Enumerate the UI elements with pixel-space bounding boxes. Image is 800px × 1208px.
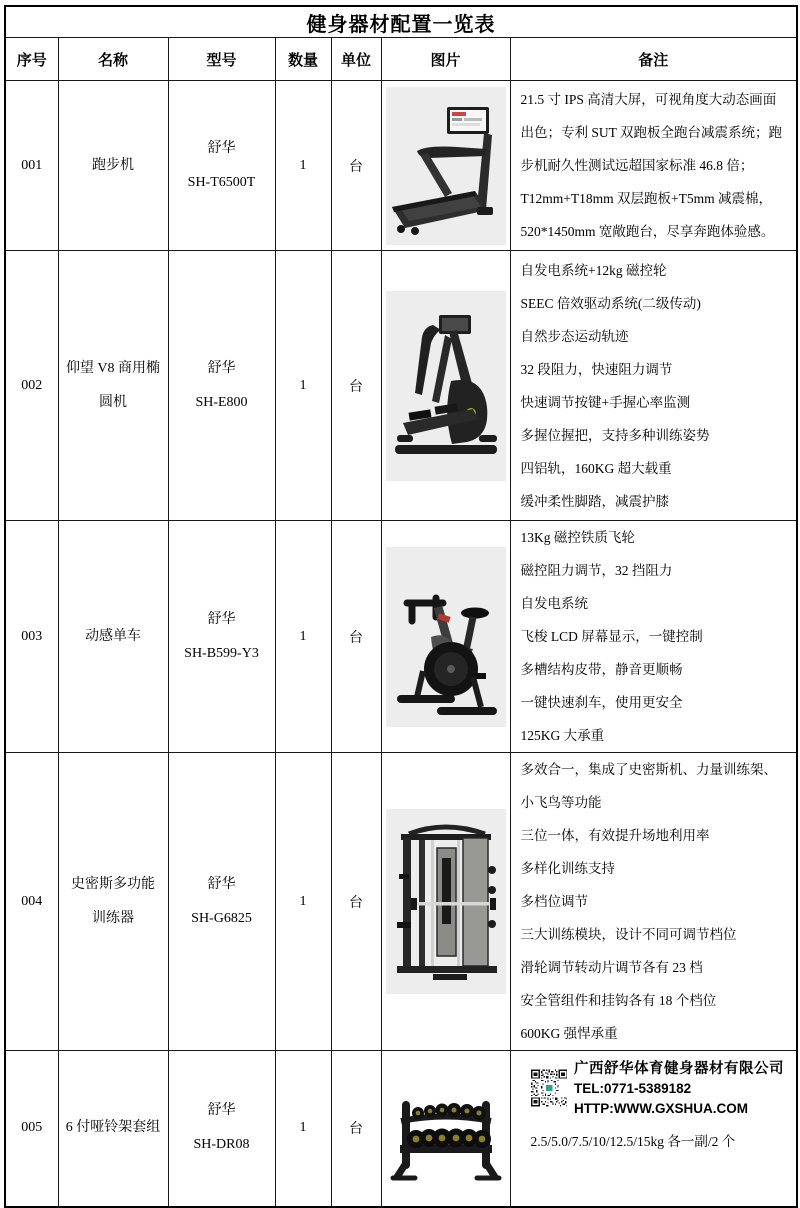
remark-line: 2.5/5.0/7.5/10/12.5/15kg 各一副/2 个: [530, 1134, 736, 1149]
equipment-name: 6 付哑铃架套组: [65, 1120, 161, 1136]
remark-line: SEEC 倍效驱动系统(二级传动): [520, 295, 701, 311]
equipment-name: 训练器: [92, 910, 134, 926]
equipment-table: [4, 5, 798, 1208]
table-row: [5, 1051, 797, 1207]
remarks-cell: [510, 753, 797, 1051]
model-number: SH-G6825: [191, 910, 252, 926]
remark-line: 多槽结构皮带，静音更顺畅: [520, 662, 683, 677]
row-number: 005: [5, 1051, 58, 1207]
treadmill-photo: [386, 87, 506, 245]
unit: 台: [331, 251, 381, 521]
smith-machine-photo: [386, 809, 506, 994]
header-row: [5, 38, 797, 81]
remark-line: 飞梭 LCD 屏幕显示，一键控制: [520, 629, 703, 644]
model-number: SH-DR08: [193, 1137, 250, 1153]
brand: 舒华: [207, 611, 236, 627]
model-number: SH-B599-Y3: [184, 645, 259, 661]
company-name: 广西舒华体育健身器材有限公司: [574, 1061, 785, 1077]
row-number: 001: [5, 81, 58, 251]
remark-line: 自然步态运动轨迹: [520, 328, 629, 344]
brand: 舒华: [207, 1103, 236, 1119]
unit: 台: [331, 521, 381, 753]
remark-line: 多握位握把，支持多种训练姿势: [520, 427, 710, 443]
brand: 舒华: [207, 140, 236, 156]
remark-line: 32 段阻力，快速阻力调节: [520, 361, 673, 377]
unit: 台: [331, 81, 381, 251]
row-number: 003: [5, 521, 58, 753]
remark-line: 三位一体，有效提升场地利用率: [520, 828, 710, 843]
remark-line: 四铝轨，160KG 超大载重: [520, 460, 672, 476]
remark-line: 出色；专利 SUT 双跑板全跑台减震系统；跑: [520, 125, 783, 140]
column-header-remarks: 备注: [510, 38, 797, 81]
quantity: 1: [275, 521, 331, 753]
equipment-name: 仰望 V8 商用椭: [65, 360, 161, 376]
title-row: [5, 6, 797, 38]
remark-line: 自发电系统: [520, 596, 588, 611]
remark-line: 三大训练模块，设计不同可调节档位: [520, 927, 737, 942]
column-header-no: 序号: [5, 38, 58, 81]
row-number: 004: [5, 753, 58, 1051]
company-website: HTTP:WWW.GXSHUA.COM: [574, 1101, 749, 1116]
remark-line: 13Kg 磁控铁质飞轮: [520, 530, 635, 545]
remark-line: 多档位调节: [520, 894, 588, 909]
equipment-name: 跑步机: [92, 157, 134, 173]
spin-bike-photo: [386, 547, 506, 727]
column-header-unit: 单位: [331, 38, 381, 81]
column-header-name: 名称: [58, 38, 168, 81]
remark-line: 600KG 强悍承重: [520, 1026, 618, 1041]
column-header-qty: 数量: [275, 38, 331, 81]
qr-code: [531, 1059, 568, 1117]
remark-line: T12mm+T18mm 双层跑板+T5mm 减震棉，: [520, 191, 772, 206]
row-number: 002: [5, 251, 58, 521]
remarks-cell: [510, 251, 797, 521]
remark-line: 125KG 大承重: [520, 728, 605, 743]
unit: 台: [331, 753, 381, 1051]
remark-line: 多样化训练支持: [520, 861, 615, 876]
table-row: [5, 251, 797, 521]
remark-line: 520*1450mm 宽敞跑台，尽享奔跑体验感。: [520, 224, 775, 239]
remark-line: 滑轮调节转动片调节各有 23 档: [520, 960, 703, 975]
elliptical-photo: [386, 291, 506, 481]
remark-line: 快速调节按键+手握心率监测: [520, 394, 691, 410]
remarks-cell: [510, 81, 797, 251]
table-row: [5, 521, 797, 753]
company-tel: TEL:0771-5389182: [574, 1081, 692, 1096]
remark-line: 一键快速刹车，使用更安全: [520, 695, 683, 710]
quantity: 1: [275, 1051, 331, 1207]
remark-line: 安全管组件和挂钩各有 18 个档位: [520, 993, 717, 1008]
remarks-cell: [510, 1051, 797, 1207]
remark-line: 磁控阻力调节，32 挡阻力: [520, 563, 673, 578]
remark-line: 小飞鸟等功能: [520, 795, 602, 810]
table-row: [5, 81, 797, 251]
column-header-model: 型号: [168, 38, 275, 81]
table-row: [5, 753, 797, 1051]
equipment-name: 史密斯多功能: [71, 876, 155, 892]
brand: 舒华: [207, 876, 236, 892]
remark-line: 自发电系统+12kg 磁控轮: [520, 262, 667, 278]
equipment-name: 圆机: [99, 394, 127, 410]
brand: 舒华: [207, 360, 236, 376]
remark-line: 步机耐久性测试远超国家标准 46.8 倍；: [520, 158, 754, 173]
model-number: SH-E800: [195, 394, 248, 410]
unit: 台: [331, 1051, 381, 1207]
remarks-cell: [510, 521, 797, 753]
remark-line: 多效合一，集成了史密斯机、力量训练架、: [520, 762, 777, 777]
column-header-image: 图片: [381, 38, 510, 81]
dumbbell-rack-photo: [385, 1055, 507, 1201]
quantity: 1: [275, 251, 331, 521]
company-info: [531, 1059, 785, 1119]
equipment-name: 动感单车: [85, 628, 141, 644]
remark-line: 缓冲柔性脚踏，减震护膝: [520, 493, 669, 509]
model-number: SH-T6500T: [187, 174, 256, 190]
quantity: 1: [275, 753, 331, 1051]
quantity: 1: [275, 81, 331, 251]
page-title: 健身器材配置一览表: [5, 6, 797, 38]
remark-line: 21.5 寸 IPS 高清大屏，可视角度大动态画面: [520, 92, 777, 107]
